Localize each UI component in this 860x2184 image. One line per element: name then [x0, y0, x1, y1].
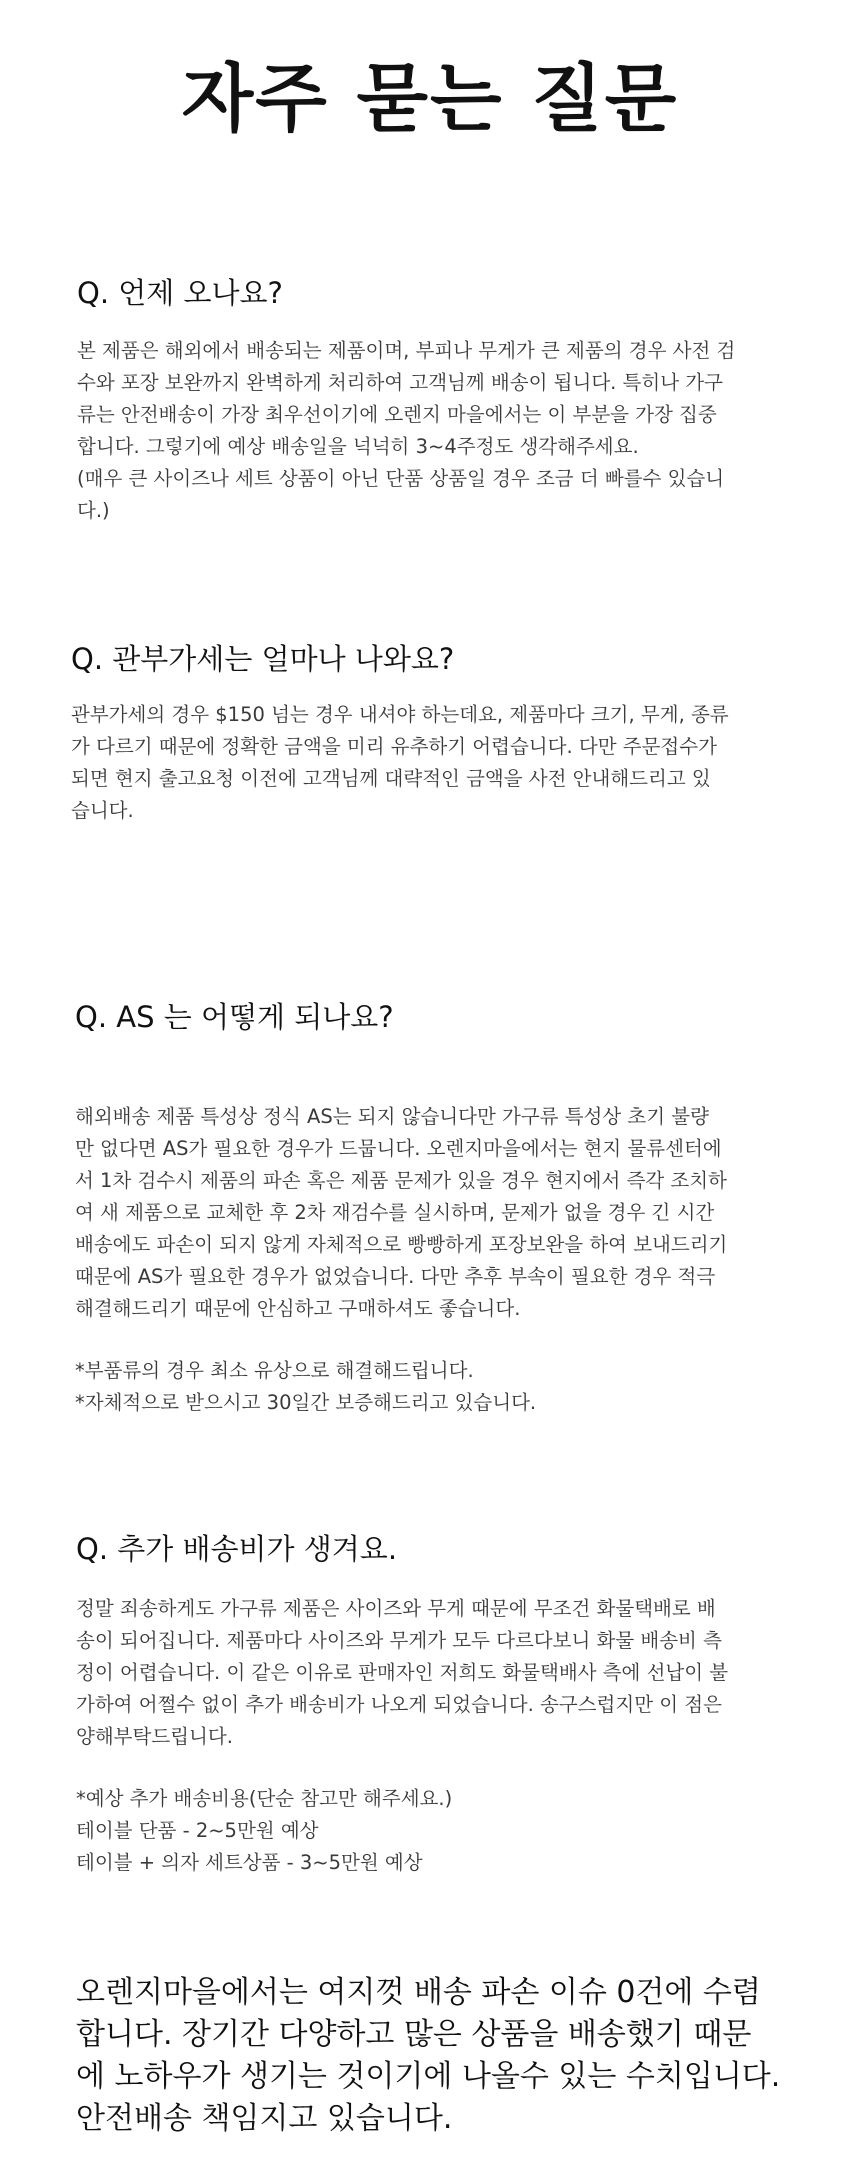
faq-answer: 관부가세의 경우 $150 넘는 경우 내셔야 하는데요, 제품마다 크기, 무게, 종류 가 다르기 때문에 정확한 금액을 미리 유추하기 어렵습니다. 다만 주문접수가 되면 현지 출고요청 이전에 고객님께 대략적인 금액을 사전 안내해드리고 있 습니다.: [71, 702, 729, 822]
faq-note: 테이블 + 의자 세트상품 - 3~5만원 예상: [76, 1850, 423, 1874]
faq-note: *예상 추가 배송비용(단순 참고만 해주세요.): [76, 1786, 453, 1810]
faq-notes: [75, 1355, 787, 1419]
closing-statement: 오렌지마을에서는 여지껏 배송 파손 이슈 0건에 수렴 합니다. 장기간 다양하고 많은 상품을 배송했기 때문 에 노하우가 생기는 것이기에 나올수 있는 수치입니다. 안전배송 책임지고 있습니다.: [76, 1975, 781, 2136]
faq-note: *자체적으로 받으시고 30일간 보증해드리고 있습니다.: [75, 1390, 537, 1414]
page-title: 자주 묻는 질문: [181, 56, 679, 142]
faq-question: Q. 관부가세는 얼마나 나와요?: [71, 642, 455, 676]
faq-answer: 해외배송 제품 특성상 정식 AS는 되지 않습니다만 가구류 특성상 초기 불량 만 없다면 AS가 필요한 경우가 드뭅니다. 오렌지마을에서는 현지 물류센터에 서 1차 검수시 제품의 파손 혹은 제품 문제가 있을 경우 현지에서 즉각 조치하 여 새 제품으로 교체한 후 2차 재검수를 실시하며, 문제가 없을 경우 긴 시간 배송에도 파손이 되지 않게 자체적으로 빵빵하게 포장보완을 하여 보내드리기 때문에 AS가 필요한 경우가 없었습니다. 다만 추후 부속이 필요한 경우 적극 해결해드리기 때문에 안심하고 구매하셔도 좋습니다.: [75, 1104, 728, 1320]
faq-item-delivery: [77, 276, 787, 527]
faq-answer: 본 제품은 해외에서 배송되는 제품이며, 부피나 무게가 큰 제품의 경우 사전 검 수와 포장 보완까지 완벽하게 처리하여 고객님께 배송이 됩니다. 특히나 가구 류는 안전배송이 가장 최우선이기에 오렌지 마을에서는 이 부분을 가장 집중 합니다. 그렇기에 예상 배송일을 넉넉히 3~4주정도 생각해주세요. (매우 큰 사이즈나 세트 상품이 아닌 단품 상품일 경우 조금 더 빠를수 있습니 다.): [77, 338, 736, 522]
faq-item-customs: [71, 642, 787, 827]
faq-note: *부품류의 경우 최소 유상으로 해결해드립니다.: [75, 1358, 474, 1382]
faq-item-extra-shipping: [76, 1532, 787, 1879]
faq-answer: 정말 죄송하게도 가구류 제품은 사이즈와 무게 때문에 무조건 화물택배로 배 송이 되어집니다. 제품마다 사이즈와 무게가 모두 다르다보니 화물 배송비 측 정이 어렵습니다. 이 같은 이유로 판매자인 저희도 화물택배사 측에 선납이 불 가하여 어쩔수 없이 추가 배송비가 나오게 되었습니다. 송구스럽지만 이 점은 양해부탁드립니다.: [76, 1596, 729, 1748]
faq-note: 테이블 단품 - 2~5만원 예상: [76, 1818, 319, 1842]
faq-item-as: [75, 1000, 787, 1419]
faq-question: Q. AS 는 어떻게 되나요?: [75, 1000, 394, 1034]
faq-question: Q. 추가 배송비가 생겨요.: [76, 1532, 398, 1566]
faq-notes: [76, 1783, 787, 1879]
faq-question: Q. 언제 오나요?: [77, 276, 283, 310]
